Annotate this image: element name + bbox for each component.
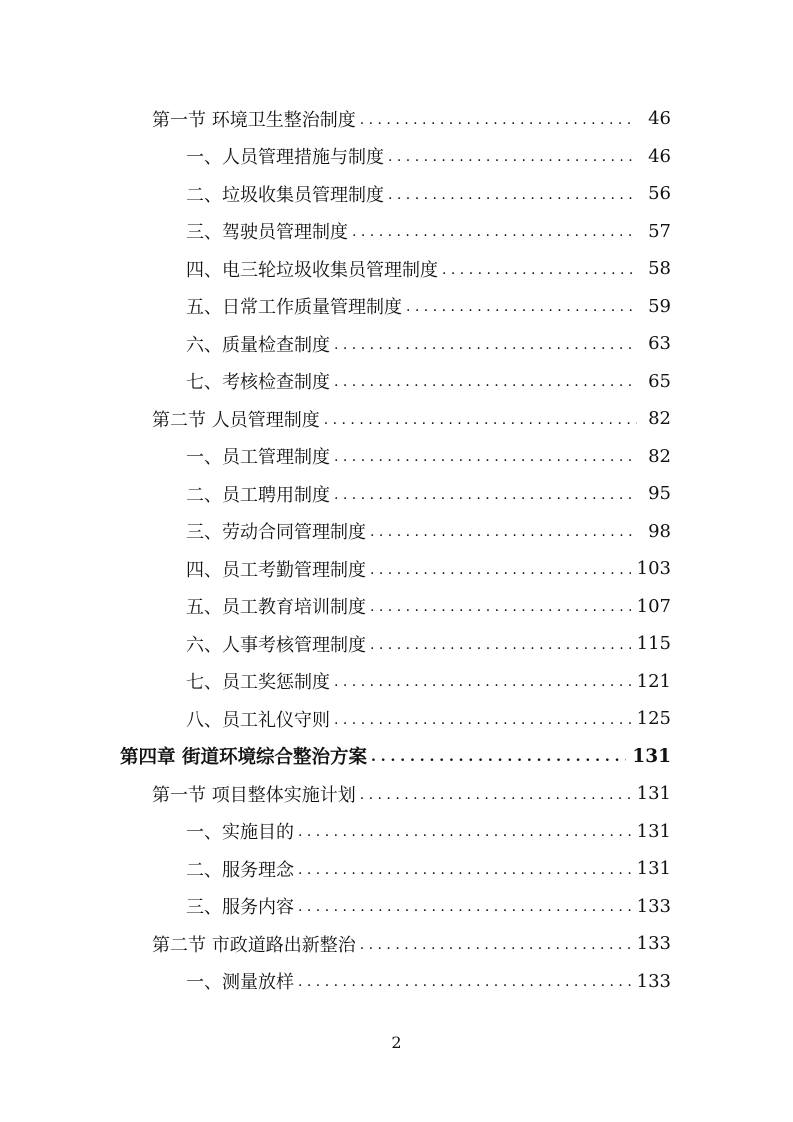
dot-leader — [370, 522, 637, 540]
toc-entry-page: 82 — [648, 445, 671, 467]
toc-entry[interactable] — [186, 513, 671, 550]
toc-entry-title: 第一节 环境卫生整治制度 — [152, 109, 356, 131]
toc-entry-page: 56 — [648, 183, 671, 204]
toc-entry-title: 六、质量检查制度 — [186, 334, 330, 356]
toc-entry-title: 三、驾驶员管理制度 — [186, 222, 348, 243]
toc-entry[interactable] — [152, 400, 671, 437]
dot-leader — [370, 635, 631, 653]
toc-entry[interactable] — [186, 438, 671, 475]
dot-leader — [388, 147, 637, 165]
dot-leader — [352, 222, 637, 240]
toc-entry[interactable] — [186, 963, 671, 1000]
toc-entry-page: 46 — [648, 108, 671, 129]
toc-entry[interactable] — [152, 100, 671, 137]
toc-entry-title: 一、人员管理措施与制度 — [186, 147, 384, 168]
dot-leader — [298, 860, 631, 878]
toc-entry-title: 一、实施目的 — [186, 822, 294, 843]
dot-leader — [371, 747, 626, 765]
toc-entry-title: 第四章 街道环境综合整治方案 — [120, 747, 367, 768]
dot-leader — [360, 785, 631, 803]
toc-entry[interactable] — [186, 475, 671, 512]
toc-entry[interactable] — [186, 175, 671, 212]
toc-entry-page: 115 — [636, 633, 671, 654]
dot-leader — [334, 447, 637, 465]
toc-entry-title: 二、服务理念 — [186, 859, 294, 881]
dot-leader — [324, 410, 637, 428]
dot-leader — [370, 560, 631, 578]
toc-entry[interactable] — [186, 588, 671, 625]
dot-leader — [298, 972, 631, 990]
toc-entry-title: 三、服务内容 — [186, 897, 294, 918]
toc-entry-page: 82 — [648, 408, 671, 429]
toc-entry-title: 二、员工聘用制度 — [186, 484, 330, 506]
page-number: 2 — [391, 1033, 402, 1052]
toc-entry[interactable] — [186, 288, 671, 325]
toc-entry[interactable] — [186, 850, 671, 887]
toc-entry-title: 四、员工考勤管理制度 — [186, 559, 366, 581]
toc-entry[interactable] — [152, 775, 671, 812]
toc-entry[interactable] — [152, 925, 671, 962]
toc-entry[interactable] — [186, 625, 671, 662]
toc-entry-title: 六、人事考核管理制度 — [186, 634, 366, 656]
toc-entry-page: 57 — [648, 220, 671, 242]
toc-entry[interactable] — [186, 888, 671, 925]
dot-leader — [334, 672, 631, 690]
toc-entry-page: 125 — [636, 708, 671, 729]
toc-entry-title: 五、员工教育培训制度 — [186, 597, 366, 618]
toc-entry-page: 98 — [648, 520, 671, 542]
toc-entry-chapter[interactable] — [120, 738, 671, 775]
toc-entry-title: 三、劳动合同管理制度 — [186, 522, 366, 543]
toc-entry-page: 65 — [648, 370, 671, 392]
toc-entry[interactable] — [186, 250, 671, 287]
dot-leader — [360, 935, 631, 953]
toc-entry-page: 131 — [632, 745, 671, 767]
dot-leader — [334, 710, 631, 728]
toc-entry-page: 131 — [636, 858, 671, 879]
dot-leader — [388, 185, 637, 203]
toc-entry-title: 第二节 市政道路出新整治 — [152, 934, 356, 956]
toc-entry-page: 58 — [648, 258, 671, 279]
dot-leader — [334, 485, 637, 503]
toc-entry[interactable] — [186, 700, 671, 737]
toc-entry[interactable] — [186, 363, 671, 400]
dot-leader — [298, 822, 631, 840]
toc-entry-title: 第一节 项目整体实施计划 — [152, 784, 356, 806]
toc-entry-title: 第二节 人员管理制度 — [152, 409, 320, 431]
toc-entry-title: 一、员工管理制度 — [186, 447, 330, 468]
toc-entry-title: 四、电三轮垃圾收集员管理制度 — [186, 259, 438, 281]
toc-entry-page: 63 — [648, 333, 671, 354]
toc-entry-page: 103 — [636, 558, 671, 579]
toc-entry-title: 八、员工礼仪守则 — [186, 709, 330, 731]
dot-leader — [406, 297, 637, 315]
toc-entry[interactable] — [186, 138, 671, 175]
toc-entry-page: 131 — [636, 820, 671, 842]
toc-entry-page: 107 — [636, 595, 671, 617]
toc-entry-title: 七、员工奖惩制度 — [186, 672, 330, 693]
toc-entry-title: 二、垃圾收集员管理制度 — [186, 184, 384, 206]
dot-leader — [334, 372, 637, 390]
toc-entry[interactable] — [186, 325, 671, 362]
toc-entry[interactable] — [186, 213, 671, 250]
dot-leader — [298, 897, 631, 915]
toc-entry-page: 133 — [636, 933, 671, 954]
toc-entry-title: 一、测量放样 — [186, 972, 294, 993]
toc-entry-page: 95 — [648, 483, 671, 504]
toc-entry[interactable] — [186, 663, 671, 700]
toc-entry-title: 五、日常工作质量管理制度 — [186, 297, 402, 318]
toc-entry-page: 121 — [636, 670, 671, 692]
toc-entry-page: 46 — [648, 145, 671, 167]
toc-entry[interactable] — [186, 813, 671, 850]
toc-entry-page: 59 — [648, 295, 671, 317]
toc-entry-page: 133 — [636, 895, 671, 917]
dot-leader — [442, 260, 637, 278]
dot-leader — [370, 597, 631, 615]
dot-leader — [334, 335, 637, 353]
dot-leader — [360, 110, 637, 128]
toc-entry-page: 131 — [636, 783, 671, 804]
toc-entry-title: 七、考核检查制度 — [186, 372, 330, 393]
toc-entry[interactable] — [186, 550, 671, 587]
toc-entry-page: 133 — [636, 970, 671, 992]
